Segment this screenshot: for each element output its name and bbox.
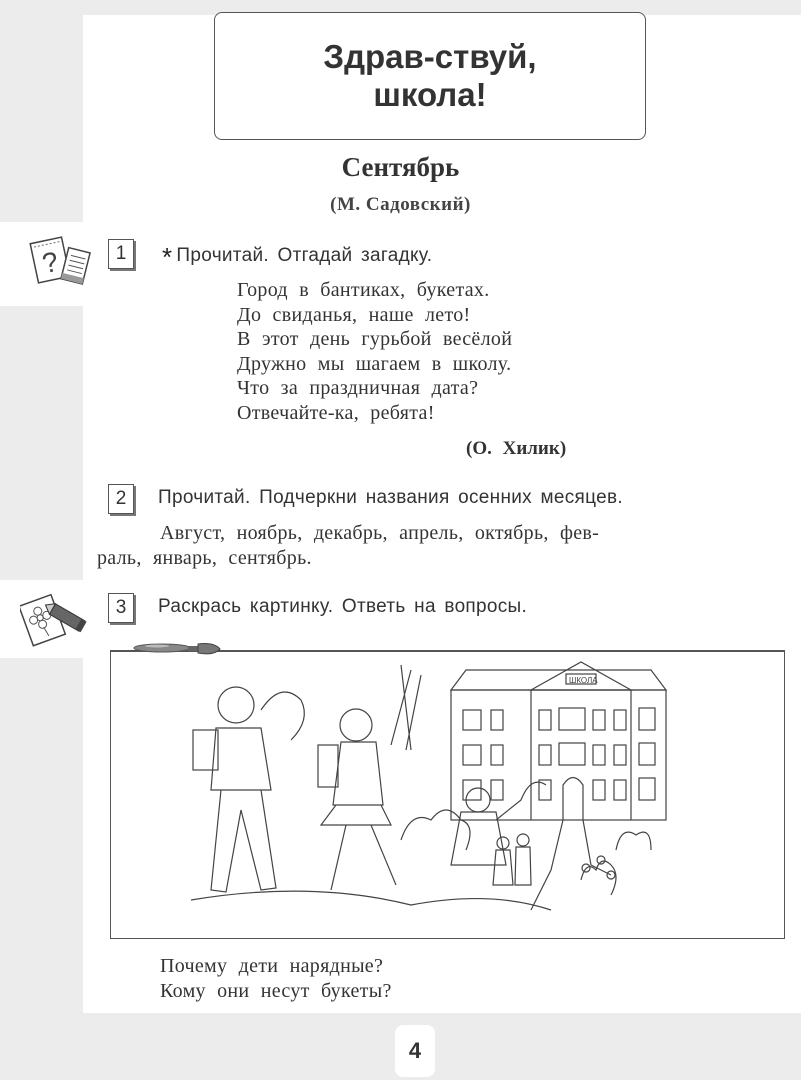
paintbrush-icon: [132, 640, 232, 664]
poem-author: (М. Садовский): [330, 194, 471, 215]
poem-title: Сентябрь: [341, 152, 460, 182]
svg-text:?: ?: [39, 245, 62, 280]
riddle-poem: [237, 278, 512, 425]
star-icon: *: [162, 242, 173, 272]
poem-line: До свиданья, наше лето!: [237, 303, 471, 326]
poem-line: Отвечайте-ка, ребята!: [237, 401, 435, 424]
task-2-instruction: Прочитай. Подчеркни названия осенних месяцев.: [158, 487, 623, 508]
poem-line: Город в бантиках, букетах.: [237, 279, 490, 301]
task-1-instruction-row: [162, 242, 432, 273]
svg-text:ШКОЛА: ШКОЛА: [569, 676, 598, 685]
coloring-pencil-icon: [20, 588, 88, 654]
question-1: Почему дети нарядные?: [160, 955, 384, 977]
question-2: Кому они несут букеты?: [160, 979, 392, 1002]
riddle-question-icon: [28, 234, 94, 296]
task-number-1: 1: [108, 239, 134, 269]
task-3-instruction: Раскрась картинку. Ответь на вопросы.: [158, 596, 528, 617]
chapter-title-line1: Здрав-ствуй,: [323, 38, 537, 75]
chapter-title-box: [214, 12, 646, 140]
poem-line: Что за праздничная дата?: [237, 377, 479, 399]
poem-line: В этот день гурьбой весёлой: [237, 328, 513, 350]
questions: [160, 954, 392, 1003]
poem-line: Дружно мы шагаем в школу.: [237, 352, 512, 375]
riddle-signature: (О. Хилик): [466, 438, 567, 459]
task-number-2: 2: [108, 484, 134, 514]
page-number: 4: [395, 1025, 435, 1077]
children-going-to-school-illustration: [111, 650, 784, 938]
chapter-title-line2: школа!: [373, 76, 487, 113]
coloring-picture[interactable]: [110, 650, 785, 939]
task-1-instruction: Прочитай. Отгадай загадку.: [176, 245, 433, 266]
months-text-line2: раль, январь, сентябрь.: [97, 547, 312, 569]
months-text-line1: Август, ноябрь, декабрь, апрель, октябрь, фев-: [160, 522, 600, 544]
task-number-3: 3: [108, 593, 134, 623]
